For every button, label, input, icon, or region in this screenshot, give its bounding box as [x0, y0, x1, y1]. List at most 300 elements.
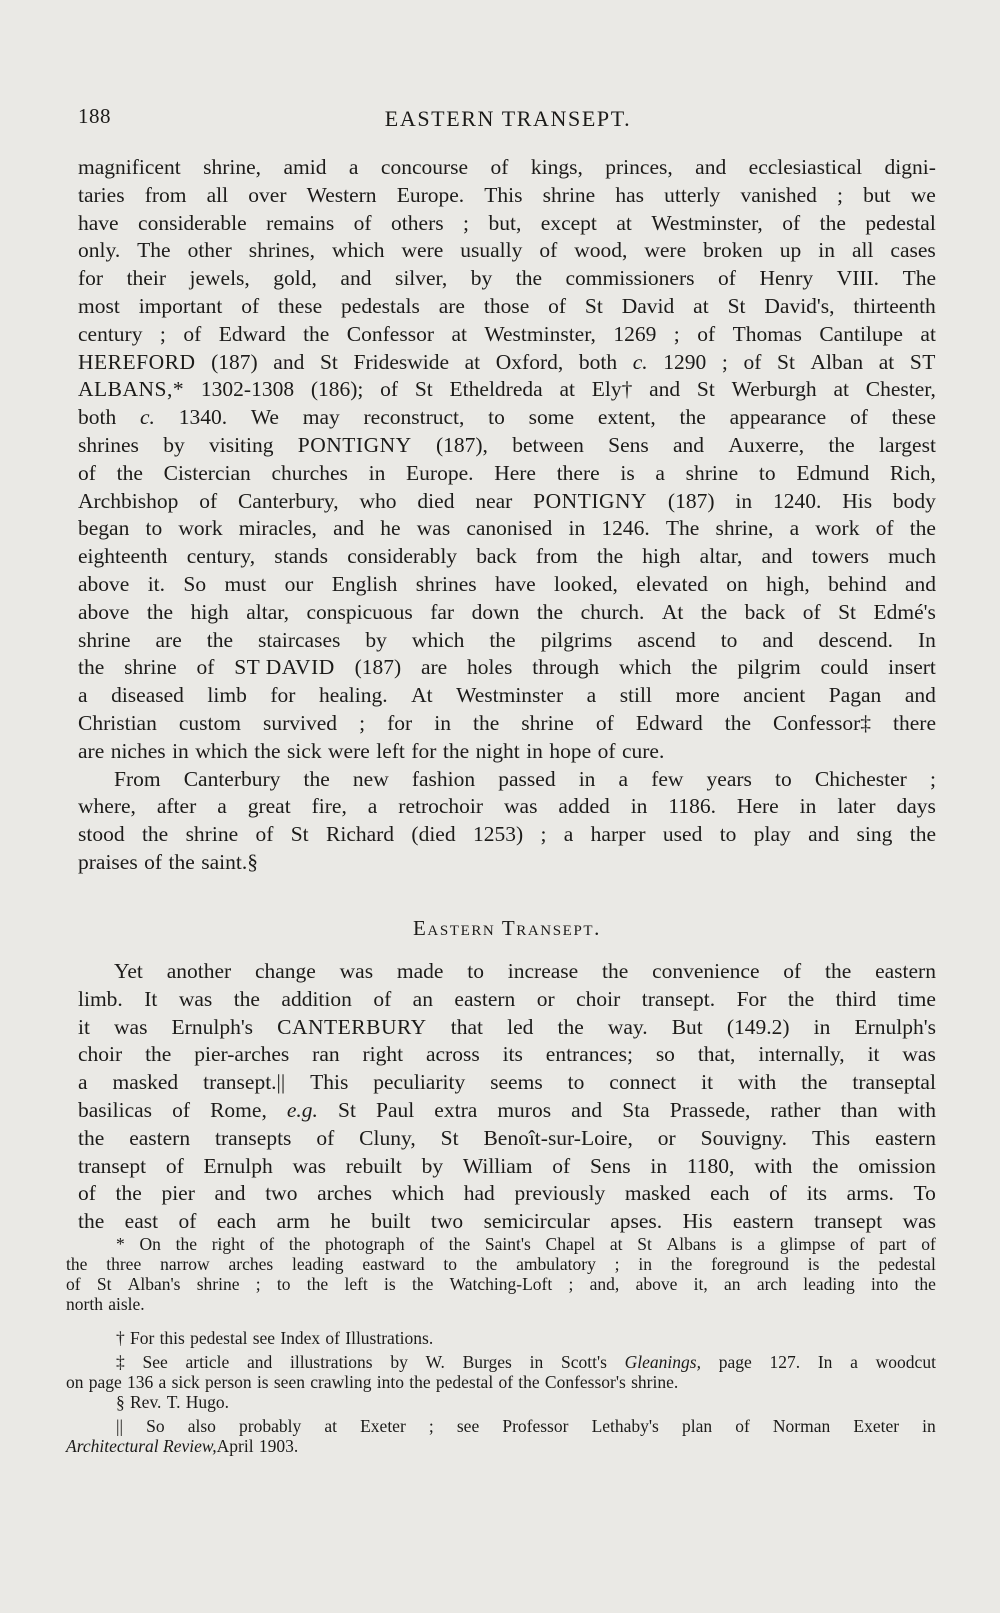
- word: back: [744, 599, 786, 624]
- word: the: [303, 766, 330, 791]
- word: of: [78, 460, 96, 485]
- word: the: [116, 460, 143, 485]
- word: St: [727, 293, 746, 318]
- word: stands: [274, 544, 329, 569]
- text-line: [78, 488, 936, 516]
- word: foreground: [711, 1254, 789, 1274]
- word: T.: [166, 1392, 181, 1412]
- word: are: [420, 655, 448, 680]
- word: VIII.: [836, 266, 880, 291]
- word: Alban: [810, 349, 864, 374]
- word: extra: [434, 1097, 478, 1122]
- word: rebuilt: [345, 1153, 402, 1178]
- word: the: [536, 599, 564, 624]
- word: the: [78, 655, 105, 680]
- word: and: [649, 377, 681, 402]
- word: of: [165, 1153, 184, 1178]
- word: ‡: [116, 1352, 125, 1372]
- word: of: [697, 321, 716, 346]
- running-title: EASTERN TRANSEPT.: [384, 106, 632, 131]
- word: Westminster: [456, 683, 564, 708]
- word: Burges: [462, 1352, 512, 1372]
- word: woodcut: [875, 1352, 936, 1372]
- word: §: [116, 1392, 125, 1412]
- word: gold,: [273, 266, 317, 291]
- word: a: [850, 1352, 858, 1372]
- word: where,: [78, 794, 136, 819]
- word: Paul: [376, 1097, 415, 1122]
- word: into: [376, 1372, 404, 1392]
- word: the: [909, 516, 936, 541]
- word: for: [387, 710, 413, 735]
- word: extent,: [597, 405, 656, 430]
- word: an: [724, 1274, 741, 1294]
- word: right: [362, 1042, 404, 1067]
- word: Westminster,: [484, 321, 596, 346]
- word: Europe.: [406, 460, 474, 485]
- word: broken: [703, 238, 763, 263]
- word: of: [552, 1153, 571, 1178]
- word: insert: [888, 655, 936, 680]
- word: the: [412, 1274, 434, 1294]
- word: Cistercian: [163, 460, 251, 485]
- word: staircases: [257, 627, 341, 652]
- word: 1246.: [601, 516, 650, 541]
- word: later: [837, 794, 876, 819]
- word: but: [863, 182, 891, 207]
- word: altar,: [699, 544, 743, 569]
- word: *: [116, 1234, 125, 1254]
- text-line: [78, 432, 936, 460]
- word: the: [801, 1070, 828, 1095]
- footnote-line: [66, 1294, 936, 1314]
- word: Yet: [114, 959, 143, 983]
- word: Prassede,: [669, 1097, 751, 1122]
- word: the: [66, 1254, 88, 1274]
- word: the: [141, 822, 169, 847]
- footnote-line: [66, 1372, 936, 1392]
- word: the: [909, 822, 936, 847]
- word: of: [255, 822, 274, 847]
- word: Here: [736, 794, 779, 819]
- word: another: [166, 959, 232, 983]
- word: could: [820, 655, 869, 680]
- word: Professor: [502, 1416, 569, 1436]
- word: (187): [211, 349, 258, 374]
- word: those: [483, 293, 530, 318]
- word: north: [66, 1294, 103, 1314]
- word: have: [78, 210, 119, 235]
- word: with: [754, 1153, 793, 1178]
- footnote-line: [66, 1392, 936, 1412]
- word: omission: [858, 1153, 936, 1178]
- word: So: [183, 571, 207, 596]
- word: aisle.: [108, 1294, 145, 1314]
- word: made: [396, 959, 444, 983]
- word: choir: [78, 1042, 123, 1067]
- word: Chichester: [814, 766, 907, 791]
- word: But: [671, 1014, 703, 1039]
- word: is: [730, 1234, 743, 1254]
- text-line: [78, 1180, 936, 1208]
- word: St: [319, 349, 338, 374]
- text-line: [78, 710, 936, 738]
- word: it: [701, 1070, 714, 1095]
- word: added: [558, 794, 610, 819]
- word: basilicas: [78, 1097, 153, 1122]
- word: So: [146, 1416, 165, 1436]
- word: the: [679, 405, 706, 430]
- word: shrine,: [203, 155, 262, 179]
- word: altar,: [246, 599, 289, 624]
- word: on: [726, 571, 748, 596]
- word: ;: [540, 822, 547, 847]
- word: and: [214, 1181, 246, 1206]
- word: Souvigny.: [700, 1125, 788, 1150]
- word: except: [540, 210, 597, 235]
- word: and: [571, 1097, 603, 1122]
- footnote-parallel: [66, 1416, 936, 1456]
- word: of: [373, 986, 392, 1011]
- word: a: [618, 766, 629, 791]
- word: this: [159, 1328, 185, 1348]
- word: of: [850, 405, 868, 430]
- word: pedestal: [865, 210, 936, 235]
- word: ;: [463, 210, 470, 235]
- word: he: [330, 1209, 351, 1234]
- word: From: [114, 766, 161, 791]
- word: but,: [488, 210, 522, 235]
- eg-abbrev: e.g.: [286, 1097, 318, 1122]
- word: in: [799, 794, 817, 819]
- word: stood: [78, 822, 125, 847]
- word: ;: [721, 349, 728, 374]
- word: up: [779, 238, 802, 263]
- word: probably: [239, 1416, 302, 1436]
- word: who: [359, 488, 397, 513]
- word: ancient: [743, 683, 806, 708]
- word: Watching-Loft: [449, 1274, 553, 1294]
- word: on: [66, 1372, 84, 1392]
- word: of: [66, 1274, 81, 1294]
- word: Chapel: [545, 1234, 596, 1254]
- text-line: [78, 849, 936, 877]
- word: two: [265, 1181, 298, 1206]
- word: usually: [460, 238, 523, 263]
- word: and: [761, 544, 793, 569]
- word: the: [78, 1125, 105, 1150]
- word: its: [502, 1042, 523, 1067]
- word: of: [539, 238, 558, 263]
- word: (186);: [310, 377, 364, 402]
- word: the: [206, 627, 234, 652]
- word: that,: [697, 1042, 736, 1067]
- word: there: [893, 710, 936, 735]
- word: niches: [110, 738, 166, 763]
- word: change: [254, 959, 316, 983]
- word: left: [344, 1274, 368, 1294]
- word: there: [556, 460, 600, 485]
- word: princes,: [605, 155, 673, 179]
- word: internally,: [758, 1042, 845, 1067]
- word: to: [145, 516, 163, 541]
- word: arms.: [846, 1181, 894, 1206]
- word: for: [411, 738, 437, 763]
- word: custom: [178, 710, 241, 735]
- word: in: [630, 794, 648, 819]
- word: Ernulph's: [171, 1014, 254, 1039]
- word: was: [178, 986, 213, 1011]
- text-line: [78, 1153, 936, 1181]
- word: Illustrations.: [345, 1328, 434, 1348]
- word: appearance: [729, 405, 827, 430]
- word: high: [642, 544, 681, 569]
- word: an: [412, 986, 433, 1011]
- word: pilgrims: [540, 627, 613, 652]
- word: with: [737, 1070, 777, 1095]
- word: high,: [766, 571, 810, 596]
- word: 1340.: [178, 405, 228, 430]
- text-line: [78, 154, 936, 182]
- word: in: [813, 1014, 831, 1039]
- word: elevated: [636, 571, 708, 596]
- word: great: [247, 794, 291, 819]
- word: of: [921, 1234, 936, 1254]
- word: the: [691, 655, 718, 680]
- word: Saint's: [484, 1234, 531, 1254]
- word: shrine: [78, 627, 131, 652]
- word: both: [578, 349, 618, 374]
- text-line: [78, 515, 936, 543]
- word: a: [78, 683, 88, 708]
- text-line: [78, 1069, 936, 1097]
- word: of: [595, 710, 614, 735]
- word: Werburgh: [731, 377, 817, 402]
- word: by: [365, 627, 387, 652]
- word: Norman: [772, 1416, 831, 1436]
- word: in: [638, 1254, 653, 1274]
- word: In: [817, 1352, 833, 1372]
- word: (died: [411, 822, 456, 847]
- word: all: [206, 182, 229, 207]
- word: our: [284, 571, 314, 596]
- word: amid: [283, 155, 327, 179]
- word: Albans: [666, 1234, 717, 1254]
- word: addition: [281, 986, 352, 1011]
- word: work: [815, 516, 860, 541]
- word: This: [484, 182, 523, 207]
- word: over: [248, 182, 287, 207]
- place-name-st: ST: [909, 349, 936, 374]
- word: 1903.: [258, 1436, 299, 1456]
- word: at: [878, 349, 895, 374]
- book-title-gleanings: Gleanings,: [624, 1352, 701, 1372]
- word: at: [616, 210, 632, 235]
- word: (187): [667, 488, 715, 513]
- word: more: [675, 683, 720, 708]
- word: century,: [186, 544, 256, 569]
- word: page: [718, 1352, 752, 1372]
- word: considerable: [138, 210, 247, 235]
- word: muros: [497, 1097, 552, 1122]
- word: part: [879, 1234, 907, 1254]
- word: a: [158, 1372, 167, 1392]
- word: narrow: [160, 1254, 210, 1274]
- word: right: [211, 1234, 245, 1254]
- word: eastward: [362, 1254, 425, 1274]
- text-line: [78, 793, 936, 821]
- word: shrines: [415, 571, 477, 596]
- word: and: [333, 516, 365, 541]
- word: survived: [263, 710, 338, 735]
- word: the: [303, 321, 330, 346]
- word: ;: [837, 182, 843, 207]
- word: it: [867, 1042, 880, 1067]
- word: See: [142, 1352, 168, 1372]
- footnotes: [66, 1234, 936, 1456]
- word: only.: [78, 238, 121, 263]
- word: Archbishop: [78, 488, 179, 513]
- word: Cluny,: [359, 1125, 416, 1150]
- word: the: [489, 627, 516, 652]
- word: to: [467, 959, 484, 983]
- word: by: [421, 1153, 444, 1178]
- word: its: [806, 1181, 828, 1206]
- word: crawling: [310, 1372, 372, 1392]
- word: transept.: [641, 986, 716, 1011]
- word: His: [682, 1209, 713, 1234]
- word: the: [700, 599, 728, 624]
- text-line: [78, 1014, 936, 1042]
- word: Alban's: [127, 1274, 181, 1294]
- text-line: [78, 210, 936, 238]
- word: fashion: [411, 766, 476, 791]
- word: descend.: [818, 627, 894, 652]
- word: Christian: [78, 710, 157, 735]
- word: of: [259, 1234, 275, 1254]
- text-line: [78, 543, 936, 571]
- word: 1180,: [686, 1153, 735, 1178]
- word: of: [783, 959, 802, 983]
- word: much: [888, 544, 936, 569]
- word: Edward: [218, 321, 286, 346]
- word: pedestal: [435, 1372, 494, 1392]
- word: Chester,: [865, 377, 936, 402]
- word: the: [448, 1234, 471, 1254]
- word: St: [290, 822, 309, 847]
- word: ;: [359, 710, 366, 735]
- word: article: [185, 1352, 230, 1372]
- word: reconstruct,: [363, 405, 465, 430]
- text-line: [78, 1041, 936, 1069]
- word: across: [425, 1042, 480, 1067]
- word: St: [440, 1125, 459, 1150]
- word: Exeter: [360, 1416, 406, 1436]
- place-name-canterbury: CANTERBURY: [277, 1014, 427, 1039]
- word: towers: [811, 544, 870, 569]
- word: have: [495, 571, 536, 596]
- word: pedestals: [341, 293, 420, 318]
- word: seen: [273, 1372, 305, 1392]
- word: of: [490, 155, 509, 179]
- word: behind: [828, 571, 887, 596]
- word: David's,: [764, 293, 835, 318]
- word: The: [665, 516, 700, 541]
- word: St: [584, 293, 603, 318]
- word: at: [324, 1416, 337, 1436]
- word: days: [896, 794, 936, 819]
- word: of: [183, 321, 202, 346]
- text-line: [78, 376, 936, 404]
- word: of: [419, 1234, 434, 1254]
- word: transept: [78, 1153, 147, 1178]
- word: Confessor's: [544, 1372, 626, 1392]
- footnote-line: [66, 1234, 936, 1254]
- word: rather: [770, 1097, 821, 1122]
- word: ;: [673, 321, 680, 346]
- word: Thomas: [732, 321, 802, 346]
- word: retrochoir: [398, 794, 484, 819]
- circa-abbrev: c.: [632, 349, 648, 374]
- word: in: [526, 738, 543, 763]
- word: all: [851, 238, 874, 263]
- word: pilgrim: [737, 655, 801, 680]
- word: of: [144, 849, 163, 874]
- word: harper: [590, 822, 646, 847]
- word: it.: [147, 571, 166, 596]
- paragraph-eastern-transept: [78, 958, 936, 1236]
- word: April: [216, 1436, 254, 1456]
- word: above: [78, 571, 130, 596]
- word: the: [914, 1274, 936, 1294]
- word: died: [417, 488, 455, 513]
- word: magnificent: [78, 155, 181, 179]
- word: of: [802, 599, 821, 624]
- text-line: [78, 1097, 936, 1125]
- word: To: [913, 1181, 936, 1206]
- word: to: [720, 627, 738, 652]
- word: Hugo.: [185, 1392, 229, 1412]
- word: cases: [890, 238, 936, 263]
- word: photograph: [324, 1234, 405, 1254]
- word: for: [78, 266, 104, 291]
- word: in: [434, 710, 451, 735]
- word: Exeter: [853, 1416, 900, 1436]
- word: is: [256, 1372, 269, 1392]
- word: thirteenth: [853, 293, 936, 318]
- word: churches: [271, 460, 348, 485]
- word: English: [331, 571, 398, 596]
- word: eastern: [129, 1125, 191, 1150]
- word: 1269: [613, 321, 657, 346]
- word: transept: [814, 1209, 883, 1234]
- word: (187): [354, 655, 402, 680]
- word: kings,: [530, 155, 583, 179]
- word: page: [88, 1372, 122, 1392]
- word: left: [376, 738, 405, 763]
- word: glimpse: [779, 1234, 836, 1254]
- word: leading: [803, 1274, 855, 1294]
- word: shrine: [685, 460, 739, 485]
- word: others: [391, 210, 444, 235]
- word: three: [106, 1254, 142, 1274]
- word: The: [137, 238, 171, 263]
- word: Sta: [622, 1097, 650, 1122]
- word: in: [922, 1416, 936, 1436]
- word: Edmé's: [873, 599, 936, 624]
- word: arm: [276, 1209, 311, 1234]
- word: a: [563, 822, 574, 847]
